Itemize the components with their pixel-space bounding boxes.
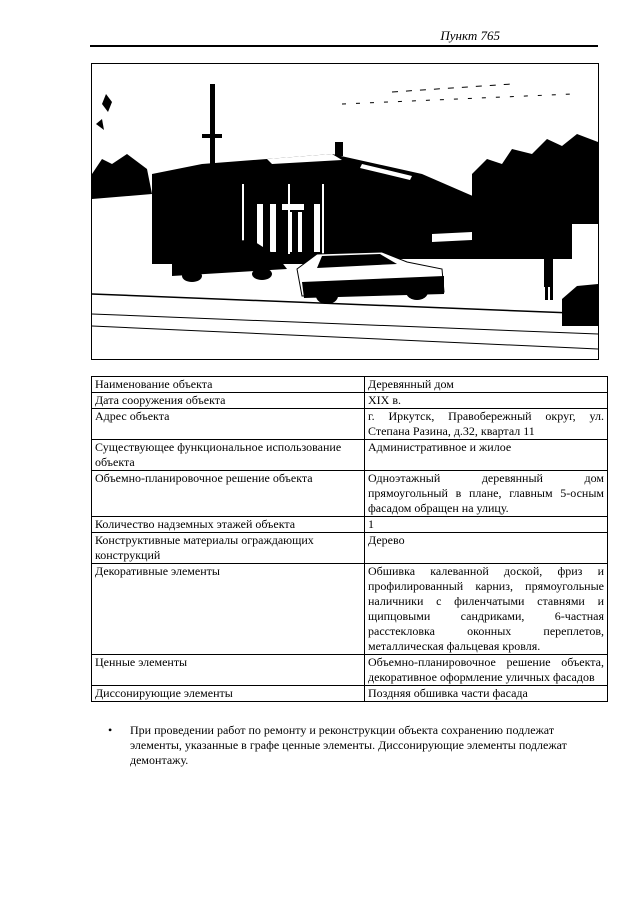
row-value: XIX в. — [365, 393, 608, 409]
row-label: Адрес объекта — [92, 409, 365, 440]
row-label: Количество надземных этажей объекта — [92, 517, 365, 533]
row-value: г. Иркутск, Правобережный округ, ул. Степана Разина, д.32, квартал 11 — [365, 409, 608, 440]
table-row — [92, 377, 608, 393]
row-value: Административное и жилое — [365, 440, 608, 471]
row-label: Наименование объекта — [92, 377, 365, 393]
bullet-icon: • — [108, 723, 113, 737]
table-row — [92, 440, 608, 471]
building-photo-image — [92, 64, 598, 359]
row-label: Диссонирующие элементы — [92, 686, 365, 702]
header-divider — [90, 45, 598, 47]
table-row — [92, 409, 608, 440]
preservation-note — [108, 723, 578, 768]
row-value: 1 — [365, 517, 608, 533]
row-label: Существующее функциональное использование объекта — [92, 440, 365, 471]
row-value: Обшивка калеванной доской, фриз и профилированный карниз, прямоугольные наличники с филенчатыми ставнями и щипцовыми сандриками, 6-частная расстекловка оконных переплетов, металлическая фальцевая кровля. — [365, 564, 608, 655]
row-label: Декоративные элементы — [92, 564, 365, 655]
row-value: Дерево — [365, 533, 608, 564]
row-value: Объемно-планировочное решение объекта, декоративное оформление уличных фасадов — [365, 655, 608, 686]
row-label: Конструктивные материалы ограждающих конструкций — [92, 533, 365, 564]
page-title — [90, 28, 598, 44]
table-row — [92, 564, 608, 655]
table-row — [92, 655, 608, 686]
note-text: При проведении работ по ремонту и реконструкции объекта сохранению подлежат элементы, указанные в графе ценные элементы. Диссонирующие элементы подлежат демонтажу. — [130, 723, 567, 767]
row-value: Одноэтажный деревянный дом прямоугольный в плане, главным 5-осным фасадом обращен на улицу. — [365, 471, 608, 517]
table-row — [92, 533, 608, 564]
table-row — [92, 517, 608, 533]
row-label: Объемно-планировочное решение объекта — [92, 471, 365, 517]
table-row — [92, 393, 608, 409]
page-title-text: Пункт 765 — [440, 28, 500, 43]
row-value: Поздняя обшивка части фасада — [365, 686, 608, 702]
table-row — [92, 686, 608, 702]
table-row — [92, 471, 608, 517]
object-info-table — [91, 376, 608, 702]
row-label: Дата сооружения объекта — [92, 393, 365, 409]
row-label: Ценные элементы — [92, 655, 365, 686]
building-photo — [91, 63, 599, 360]
row-value: Деревянный дом — [365, 377, 608, 393]
